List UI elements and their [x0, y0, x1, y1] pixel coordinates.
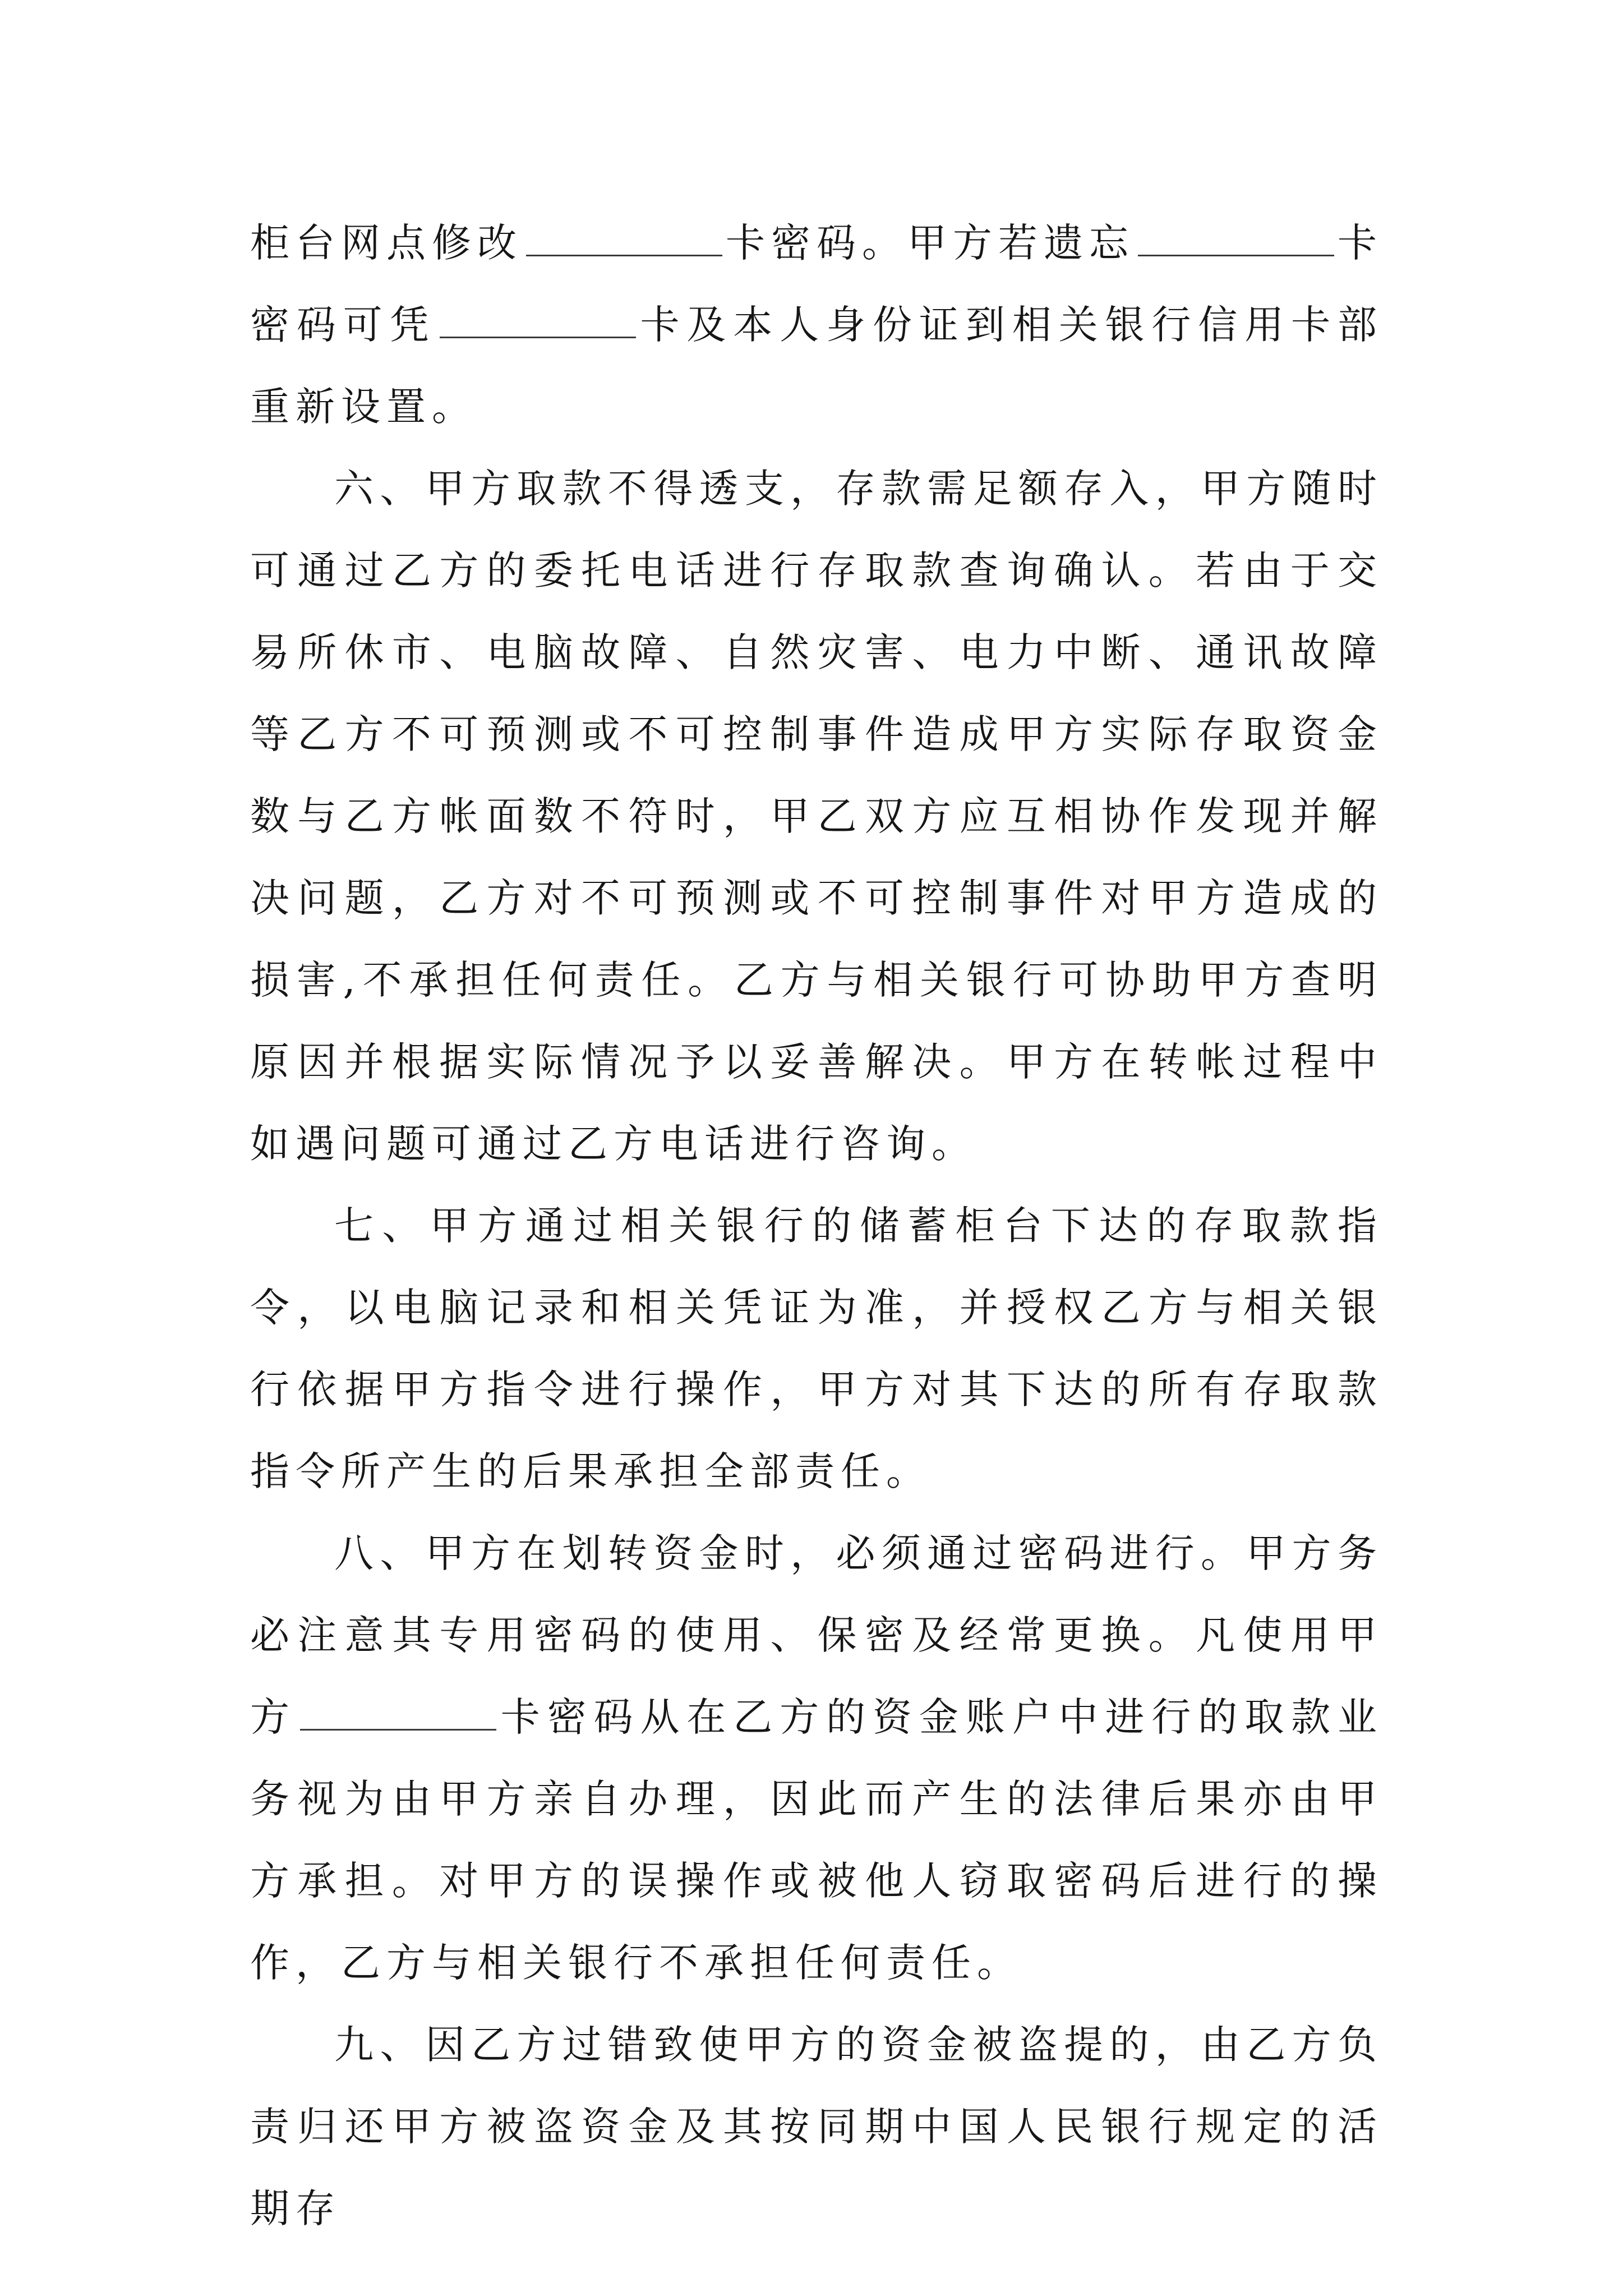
fill-in-blank [440, 303, 636, 338]
paragraph-clause-8 [250, 1512, 1383, 2004]
fill-in-blank [526, 221, 722, 256]
paragraph-clause-5-continued [250, 202, 1383, 448]
paragraph-text: 卡密码可凭 [250, 220, 1383, 348]
paragraph-text: 卡密码从在乙方的资金账户中进行的取款业务视为由甲方亲自办理，因此而产生的法律后果亦由甲方承担。对甲方的误操作或被他人窃取密码后进行的操作，乙方与相关银行不承担任何责任。 [250, 1694, 1384, 1986]
paragraph-clause-7 [250, 1185, 1383, 1512]
paragraph-clause-9 [250, 2004, 1383, 2249]
paragraph-text: 六、甲方取款不得透支，存款需足额存入，甲方随时可通过乙方的委托电话进行存取款查询确认。若由于交易所休市、电脑故障、自然灾害、电力中断、通讯故障等乙方不可预测或不可控制事件造成甲方实际存取资金数与乙方帐面数不符时，甲乙双方应互相协作发现并解决问题，乙方对不可预测或不可控制事件对甲方造成的损害,不承担任何责任。乙方与相关银行可协助甲方查明原因并根据实际情况予以妥善解决。甲方在转帐过程中如遇问题可通过乙方电话进行咨询。 [250, 466, 1383, 1167]
fill-in-blank [300, 1695, 496, 1731]
paragraph-clause-6 [250, 448, 1383, 1185]
paragraph-text: 卡密码。甲方若遗忘 [726, 220, 1135, 266]
document-body [250, 202, 1383, 2249]
paragraph-text: 七、甲方通过相关银行的储蓄柜台下达的存取款指令，以电脑记录和相关凭证为准，并授权乙方与相关银行依据甲方指令进行操作，甲方对其下达的所有存取款指令所产生的后果承担全部责任。 [250, 1203, 1383, 1494]
paragraph-text: 八、甲方在划转资金时，必须通过密码进行。甲方务必注意其专用密码的使用、保密及经常更换。凡使用甲方 [250, 1530, 1383, 1740]
fill-in-blank [1138, 221, 1334, 256]
paragraph-text: 柜台网点修改 [250, 220, 523, 266]
paragraph-text: 九、因乙方过错致使甲方的资金被盗提的，由乙方负责归还甲方被盗资金及其按同期中国人民银行规定的活期存 [250, 2022, 1383, 2231]
paragraph-text: 卡及本人身份证到相关银行信用卡部重新设置。 [250, 302, 1384, 430]
